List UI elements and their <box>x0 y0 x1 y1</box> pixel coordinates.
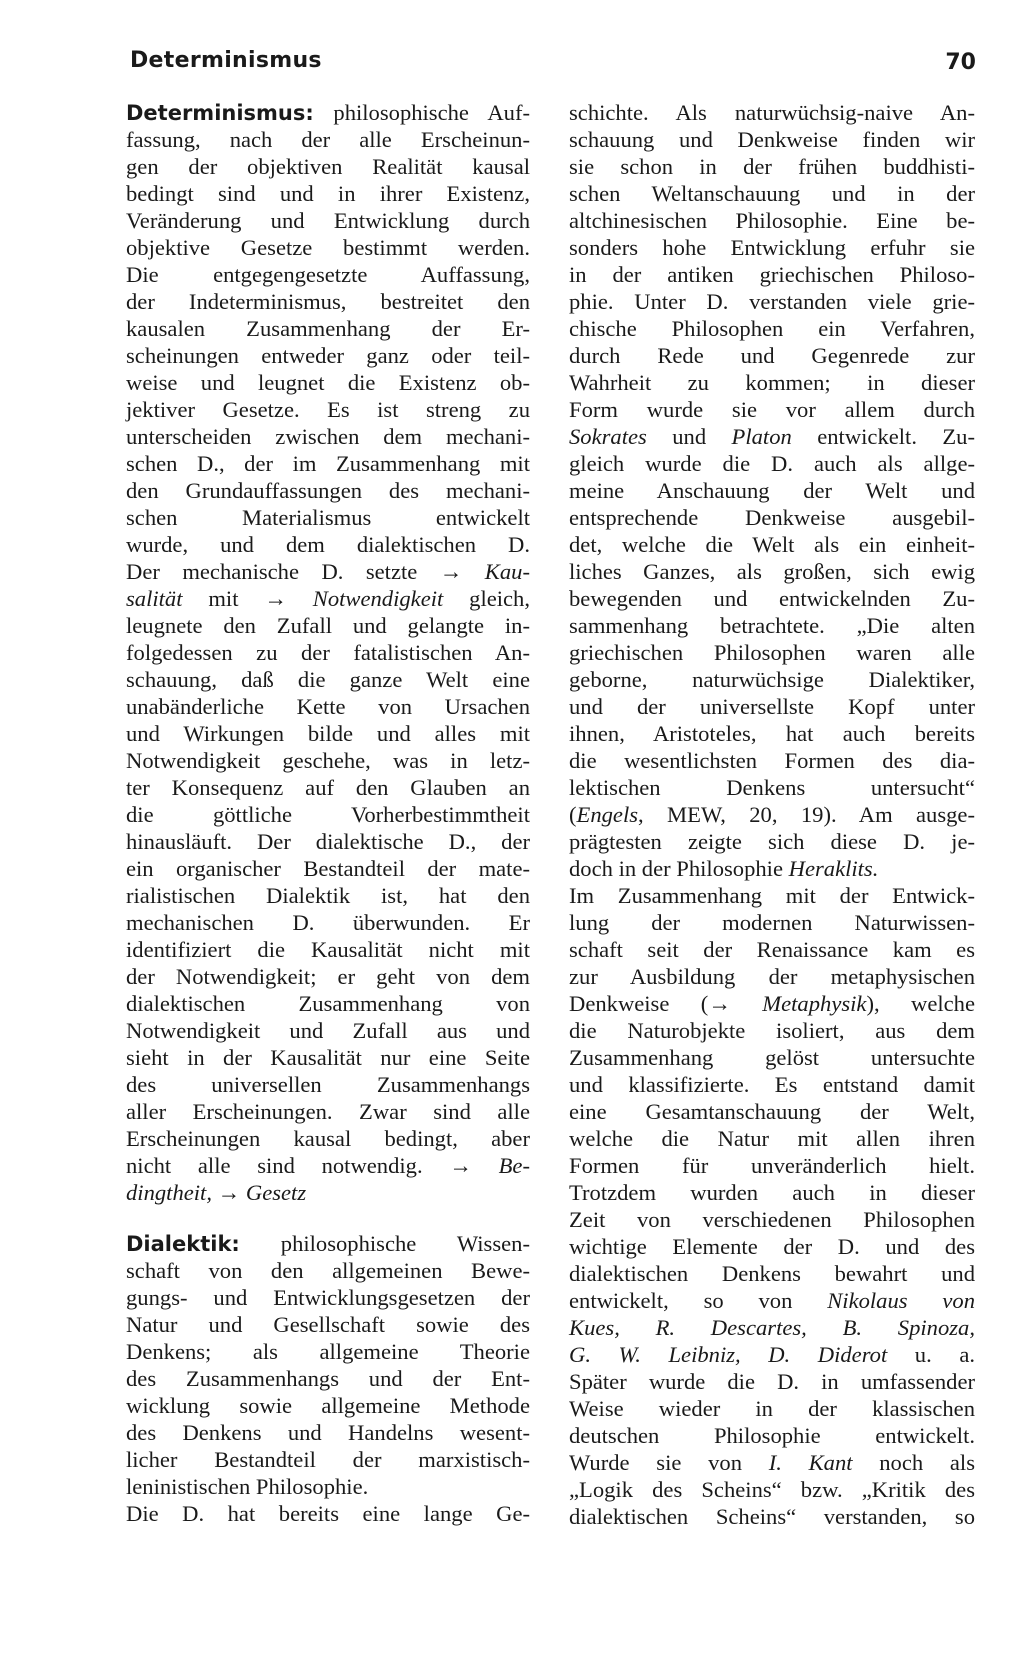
text-line: schaft seit der Renaissance kam es <box>569 937 975 962</box>
name-engels: Engels <box>576 802 639 827</box>
xref-bedingtheit: → Be- <box>449 1153 530 1178</box>
text-line: Denkweise (→ Metaphysik), welche <box>569 991 975 1016</box>
text-line: Die entgegengesetzte Auffassung, <box>126 262 530 287</box>
text-line: Veränderung und Entwicklung durch <box>126 208 530 233</box>
text-line: des universellen Zusammenhangs <box>126 1072 530 1097</box>
name-nikolaus: Nikolaus von <box>827 1288 976 1313</box>
text-line: welche die Natur mit allen ihren <box>569 1126 975 1151</box>
text-line: objektive Gesetze bestimmt werden. <box>126 235 530 260</box>
xref-kausalitaet: → Kau- <box>439 559 530 584</box>
text-line: nicht alle sind notwendig. → Be- <box>126 1153 530 1178</box>
text-line: die wesentlichsten Formen des dia- <box>569 748 975 773</box>
text-line: rialistischen Dialektik ist, hat den <box>126 883 530 908</box>
text-line: Formen für unveränderlich hielt. <box>569 1153 975 1178</box>
text-line: in der antiken griechischen Philoso- <box>569 262 975 287</box>
text-line: identifiziert die Kausalität nicht mit <box>126 937 530 962</box>
right-column <box>569 99 975 1530</box>
entry-term-dialektik: Dialektik: <box>126 1232 240 1256</box>
text-line: schaft von den allgemeinen Bewe- <box>126 1258 530 1283</box>
text-line: bedingt sind und in ihrer Existenz, <box>126 181 530 206</box>
text-line: und klassifizierte. Es entstand damit <box>569 1072 975 1097</box>
text-line: Trotzdem wurden auch in dieser <box>569 1180 975 1205</box>
xref-notwendigkeit: → Notwendigkeit <box>264 586 444 611</box>
text-line: jektiver Gesetze. Es ist streng zu <box>126 397 530 422</box>
xref-bedingtheit-cont: dingtheit, <box>126 1180 212 1205</box>
text-line: meine Anschauung der Welt und <box>569 478 975 503</box>
text-line: mechanischen D. überwunden. Er <box>126 910 530 935</box>
text-line: durch Rede und Gegenrede zur <box>569 343 975 368</box>
text-line: unabänderliche Kette von Ursachen <box>126 694 530 719</box>
running-head-title: Determinismus <box>130 48 322 73</box>
text-line: Determinismus: philosophische Auf- <box>126 100 530 125</box>
text-line: Im Zusammenhang mit der Entwick- <box>569 883 975 908</box>
text-line: gleich wurde die D. auch als allge- <box>569 451 975 476</box>
text-line: G. W. Leibniz, D. Diderot u. a. <box>569 1342 975 1367</box>
text-line: leninistischen Philosophie. <box>126 1474 369 1499</box>
names-leibniz-diderot: G. W. Leibniz, D. Diderot <box>569 1342 888 1367</box>
text-line: Wahrheit zu kommen; in dieser <box>569 370 975 395</box>
text-line: eine Gesamtanschauung der Welt, <box>569 1099 975 1124</box>
text-line: dialektischen Denkens bewahrt und <box>569 1261 975 1286</box>
text-line: zur Ausbildung der metaphysischen <box>569 964 975 989</box>
text-line: gungs- und Entwicklungsgesetzen der <box>126 1285 530 1310</box>
text-line: Die D. hat bereits eine lange Ge- <box>126 1501 530 1526</box>
text-line: schen Weltanschauung und in der <box>569 181 975 206</box>
text-line: Natur und Gesellschaft sowie des <box>126 1312 530 1337</box>
text-line: wicklung sowie allgemeine Methode <box>126 1393 530 1418</box>
text-line: phie. Unter D. verstanden viele grie- <box>569 289 975 314</box>
text-line: Später wurde die D. in umfassender <box>569 1369 975 1394</box>
text-line: bewegenden und entwickelnden Zu- <box>569 586 975 611</box>
text-line: den Grundauffassungen des mechani- <box>126 478 530 503</box>
text-line: „Logik des Scheins“ bzw. „Kritik des <box>569 1477 975 1502</box>
text-line: Erscheinungen kausal bedingt, aber <box>126 1126 530 1151</box>
text-line: hinausläuft. Der dialektische D., der <box>126 829 530 854</box>
text-line: doch in der Philosophie Heraklits. <box>569 856 879 881</box>
text-line: dialektischen Scheins“ verstanden, so <box>569 1504 975 1529</box>
xref-kausalitaet-cont: salität <box>126 586 183 611</box>
text-line: leugnete den Zufall und gelangte in- <box>126 613 530 638</box>
text-line: schen D., der im Zusammenhang mit <box>126 451 530 476</box>
text-line: sonders hohe Entwicklung erfuhr sie <box>569 235 975 260</box>
text-line: sie schon in der frühen buddhisti- <box>569 154 975 179</box>
name-kant: I. Kant <box>768 1450 853 1475</box>
text-line: griechischen Philosophen waren alle <box>569 640 975 665</box>
text-line: Form wurde sie vor allem durch <box>569 397 975 422</box>
text-line: deutschen Philosophie entwickelt. <box>569 1423 975 1448</box>
text-line: Notwendigkeit und Zufall aus und <box>126 1018 530 1043</box>
text-line: Wurde sie von I. Kant noch als <box>569 1450 975 1475</box>
text-line: lektischen Denkens untersucht“ <box>569 775 975 800</box>
text-line: ter Konsequenz auf den Glauben an <box>126 775 530 800</box>
text-line: geborne, naturwüchsige Dialektiker, <box>569 667 975 692</box>
text-line: salität mit → Notwendigkeit gleich, <box>126 586 530 611</box>
text-line: lung der modernen Naturwissen- <box>569 910 975 935</box>
text-line: die göttliche Vorherbestimmtheit <box>126 802 530 827</box>
text-line: chische Philosophen ein Verfahren, <box>569 316 975 341</box>
text-line: dialektischen Zusammenhang von <box>126 991 530 1016</box>
text-line: altchinesischen Philosophie. Eine be- <box>569 208 975 233</box>
text-line: Zusammenhang gelöst untersuchte <box>569 1045 975 1070</box>
text-line: weise und leugnet die Existenz ob- <box>126 370 530 395</box>
name-heraklit: Heraklits. <box>788 856 879 881</box>
text-line <box>569 1314 975 1341</box>
text-line: schichte. Als naturwüchsig-naive An- <box>569 100 975 125</box>
names-descartes-spinoza: Kues, R. Descartes, B. Spinoza, <box>569 1315 975 1340</box>
text-line: wurde, und dem dialektischen D. <box>126 532 530 557</box>
text-line: Notwendigkeit geschehe, was in letz- <box>126 748 530 773</box>
text-line: die Naturobjekte isoliert, aus dem <box>569 1018 975 1043</box>
text-line: ein organischer Bestandteil der mate- <box>126 856 530 881</box>
text-line: Zeit von verschiedenen Philosophen <box>569 1207 975 1232</box>
xref-metaphysik: → Metaphysik <box>708 991 867 1016</box>
text-line: entsprechende Denkweise ausgebil- <box>569 505 975 530</box>
text-line: sieht in der Kausalität nur eine Seite <box>126 1045 530 1070</box>
text-line: schen Materialismus entwickelt <box>126 505 530 530</box>
text-line: scheinungen entweder ganz oder teil- <box>126 343 530 368</box>
text-line: und Wirkungen bilde und alles mit <box>126 721 530 746</box>
text-line: Weise wieder in der klassischen <box>569 1396 975 1421</box>
text-line: det, welche die Welt als ein einheit- <box>569 532 975 557</box>
entry-gap <box>126 1206 530 1230</box>
text-line: prägtesten zeigte sich diese D. je- <box>569 829 975 854</box>
name-sokrates: Sokrates <box>569 424 647 449</box>
text-line: kausalen Zusammenhang der Er- <box>126 316 530 341</box>
text-line <box>126 1179 530 1206</box>
text-line: unterscheiden zwischen dem mechani- <box>126 424 530 449</box>
text-line: des Denkens und Handelns wesent- <box>126 1420 530 1445</box>
text-line: sammenhang betrachtete. „Die alten <box>569 613 975 638</box>
text-line: schauung und Denkweise finden wir <box>569 127 975 152</box>
left-column <box>126 99 530 1527</box>
text-line: des Zusammenhangs und der Ent- <box>126 1366 530 1391</box>
text-line: der Indeterminismus, bestreitet den <box>126 289 530 314</box>
text-line: Denkens; als allgemeine Theorie <box>126 1339 530 1364</box>
text-line: entwickelt, so von Nikolaus von <box>569 1288 976 1313</box>
name-platon: Platon <box>731 424 792 449</box>
text-line: der Notwendigkeit; er geht von dem <box>126 964 530 989</box>
page-number: 70 <box>945 50 976 75</box>
text-line: Sokrates und Platon entwickelt. Zu- <box>569 424 976 449</box>
text-line: liches Ganzes, als großen, sich ewig <box>569 559 975 584</box>
text-line: Dialektik: philosophische Wissen- <box>126 1231 530 1256</box>
xref-gesetz: → Gesetz <box>211 1180 307 1205</box>
text-line: (Engels, MEW, 20, 19). Am ausge- <box>569 802 975 827</box>
text-line: fassung, nach der alle Erscheinun- <box>126 127 530 152</box>
text-line: ihnen, Aristoteles, hat auch bereits <box>569 721 975 746</box>
text-line: licher Bestandteil der marxistisch- <box>126 1447 530 1472</box>
text-line: aller Erscheinungen. Zwar sind alle <box>126 1099 530 1124</box>
text-line: folgedessen zu der fatalistischen An- <box>126 640 530 665</box>
text-line: und der universellste Kopf unter <box>569 694 975 719</box>
text-line: schauung, daß die ganze Welt eine <box>126 667 530 692</box>
text-line: wichtige Elemente der D. und des <box>569 1234 975 1259</box>
text-line: Der mechanische D. setzte → Kau- <box>126 559 530 584</box>
entry-term-determinismus: Determinismus: <box>126 101 314 125</box>
text-line: gen der objektiven Realität kausal <box>126 154 530 179</box>
